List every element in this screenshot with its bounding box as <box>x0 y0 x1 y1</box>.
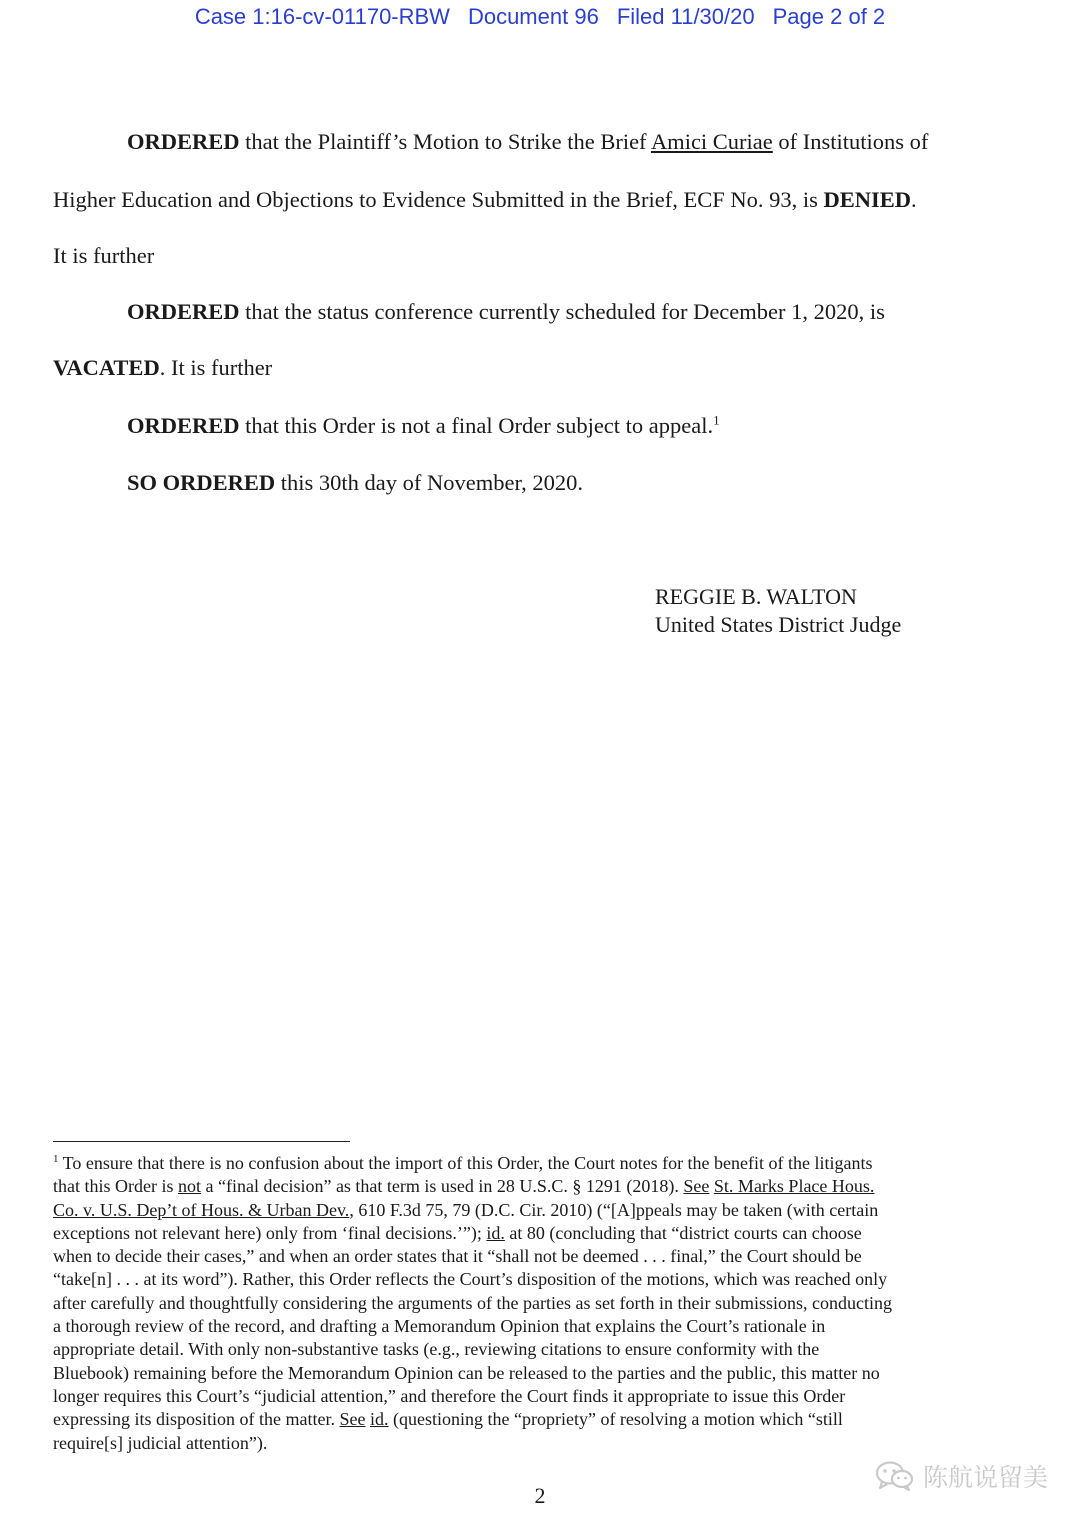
document-number: Document 96 <box>467 4 599 29</box>
so-ordered-label: SO ORDERED <box>127 470 276 495</box>
footnote-marker: 1 <box>53 1153 59 1165</box>
order-text: of Institutions of <box>772 129 929 154</box>
page-number: 2 <box>534 1483 546 1508</box>
footnote-line <box>53 1175 1018 1198</box>
footnote-line <box>53 1222 1018 1245</box>
watermark <box>875 1458 1048 1494</box>
footnote <box>53 1152 1018 1455</box>
footnote-text: that this Order is <box>53 1176 178 1197</box>
footnote-line: Bluebook) remaining before the Memorandum Opinion can be released to the parties and the public, this matter no <box>53 1362 880 1383</box>
footnote-text: a “final decision” as that term is used in 28 U.S.C. § 1291 (2018). <box>201 1176 684 1197</box>
order-paragraph-1-line-2 <box>53 186 917 214</box>
footnote-line: a thorough review of the record, and drafting a Memorandum Opinion that explains the Court’s rationale in <box>53 1316 826 1337</box>
order-text: . It is further <box>159 355 273 380</box>
footnote-emphasis: not <box>177 1176 201 1197</box>
order-text: that the Plaintiff’s Motion to Strike the Brief <box>239 129 651 154</box>
judge-name: REGGIE B. WALTON <box>655 584 857 609</box>
wechat-icon <box>875 1460 915 1492</box>
citation-signal: See <box>683 1176 710 1197</box>
order-text: that this Order is not a final Order subject to appeal. <box>239 413 714 438</box>
case-citation: St. Marks Place Hous. <box>713 1176 875 1197</box>
so-ordered-paragraph <box>127 469 583 497</box>
ordered-label: ORDERED <box>127 299 240 324</box>
citation-signal: See <box>339 1409 366 1430</box>
order-paragraph-3 <box>127 412 720 440</box>
footnote-line: require[s] judicial attention”). <box>53 1432 268 1453</box>
order-text: . <box>911 187 917 212</box>
ordered-label: ORDERED <box>127 129 240 154</box>
citation-signal: id. <box>369 1409 389 1430</box>
footnote-line: when to decide their cases,” and when an order states that it “shall not be deemed . . . final,” the Court should be <box>53 1246 862 1267</box>
denied-label: DENIED <box>823 187 912 212</box>
citation-signal: id. <box>486 1222 505 1243</box>
footnote-text: (questioning the “propriety” of resolving a motion which “still <box>388 1409 843 1430</box>
order-paragraph-2-line-2 <box>53 354 272 382</box>
case-citation: Co. v. U.S. Dep’t of Hous. & Urban Dev. <box>53 1199 350 1220</box>
order-text: that the status conference currently scheduled for December 1, 2020, is <box>239 299 885 324</box>
judge-title: United States District Judge <box>655 612 902 637</box>
footnote-text: at 80 (concluding that “district courts can choose <box>504 1222 862 1243</box>
case-number: Case 1:16-cv-01170-RBW <box>194 4 450 29</box>
order-paragraph-1-line-1 <box>127 128 928 156</box>
order-text: this 30th day of November, 2020. <box>275 470 583 495</box>
footnote-reference: 1 <box>713 412 720 428</box>
footnote-line: “take[n] . . . at its word”). Rather, this Order reflects the Court’s disposition of the motions, which was reached only <box>53 1269 888 1290</box>
vacated-label: VACATED <box>53 355 160 380</box>
footnote-text: , 610 F.3d 75, 79 (D.C. Cir. 2010) (“[A]ppeals may be taken (with certain <box>349 1199 879 1220</box>
watermark-text: 陈航说留美 <box>922 1463 1048 1492</box>
further-line-1: It is further <box>53 243 155 268</box>
footnote-text: exceptions not relevant here) only from ‘final decisions.’”); <box>53 1222 487 1243</box>
footnote-divider <box>53 1141 350 1142</box>
footnote-text: To ensure that there is no confusion about the import of this Order, the Court notes for the benefit of the litigants <box>58 1153 873 1173</box>
order-paragraph-2-line-1 <box>127 298 885 326</box>
footnote-line <box>53 1152 1018 1175</box>
footnote-line: after carefully and thoughtfully considering the arguments of the parties as set forth in their submissions, conducting <box>53 1292 892 1313</box>
ecf-header <box>0 4 1080 30</box>
page-indicator: Page 2 of 2 <box>772 4 886 29</box>
order-text: Higher Education and Objections to Evidence Submitted in the Brief, ECF No. 93, is <box>53 187 824 212</box>
amici-curiae: Amici Curiae <box>650 129 773 154</box>
filed-date: Filed 11/30/20 <box>616 4 755 29</box>
footnote-line <box>53 1199 1018 1222</box>
footnote-text: expressing its disposition of the matter. <box>53 1409 340 1430</box>
ordered-label: ORDERED <box>127 413 240 438</box>
footnote-line <box>53 1408 1018 1431</box>
footnote-line: longer requires this Court’s “judicial attention,” and therefore the Court finds it appropriate to issue this Order <box>53 1385 846 1406</box>
footnote-line: appropriate detail. With only non-substantive tasks (e.g., reviewing citations to ensure conformity with the <box>53 1339 820 1360</box>
